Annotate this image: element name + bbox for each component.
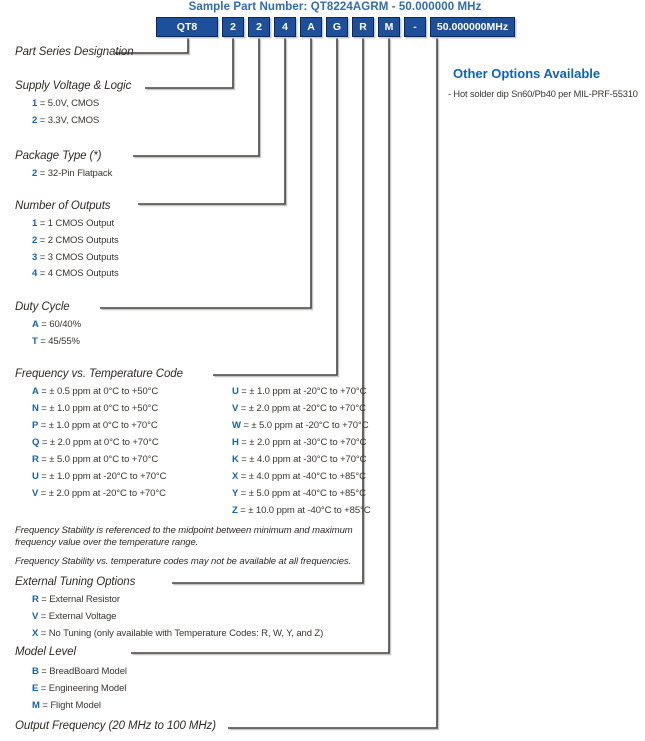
option-code: W — [232, 420, 241, 431]
option-row — [32, 628, 323, 639]
option-row — [32, 454, 158, 465]
part-box: 2 — [222, 17, 244, 37]
option-row — [32, 594, 120, 605]
option-row — [32, 115, 99, 126]
connector-line — [134, 39, 260, 157]
section-title: External Tuning Options — [15, 576, 136, 588]
option-code: H — [232, 437, 239, 448]
connector-line — [138, 38, 285, 204]
option-desc: = ± 2.0 ppm at 0°C to +70°C — [39, 437, 159, 448]
option-code: X — [32, 627, 39, 639]
option-desc: = BreadBoard Model — [38, 666, 127, 677]
connector-line — [173, 39, 364, 584]
option-desc: = 2 CMOS Outputs — [37, 234, 119, 246]
connector-line — [145, 38, 233, 88]
part-box: G — [326, 17, 348, 37]
option-desc: = ± 5.0 ppm at -20°C to +70°C — [240, 420, 369, 431]
option-desc: = ± 1.0 ppm at -20°C to +70°C — [38, 471, 167, 482]
option-code: P — [32, 420, 39, 431]
section — [15, 720, 216, 732]
option-code: M — [32, 699, 40, 711]
option-code: Q — [32, 437, 40, 448]
option-desc: = 1 CMOS Output — [37, 218, 114, 229]
option-row — [32, 666, 127, 677]
option-code: Y — [232, 488, 239, 499]
section — [15, 301, 81, 347]
option-row — [232, 386, 366, 397]
option-desc: = ± 5.0 ppm at 0°C to +70°C — [38, 454, 159, 465]
option-row — [32, 168, 112, 179]
option-code: B — [32, 666, 39, 677]
option-code: A — [32, 386, 39, 397]
option-row — [232, 403, 366, 414]
part-box: M — [378, 17, 400, 37]
other-options-title: Other Options Available — [453, 66, 601, 81]
option-code: T — [32, 335, 38, 347]
section — [15, 46, 134, 58]
option-row — [32, 488, 166, 499]
option-desc: = ± 2.0 ppm at -20°C to +70°C — [238, 403, 366, 414]
option-row — [32, 437, 159, 448]
option-desc: = 4 CMOS Outputs — [37, 268, 119, 280]
part-box: 4 — [274, 17, 296, 37]
connector-line — [139, 39, 286, 205]
section — [15, 646, 127, 711]
option-code: R — [32, 594, 39, 605]
connector-line — [229, 39, 438, 729]
option-code: 2 — [32, 168, 38, 179]
section — [15, 80, 132, 126]
option-desc: = 45/55% — [37, 335, 80, 347]
option-code: 1 — [32, 98, 38, 109]
option-row — [32, 336, 80, 347]
connector-line — [133, 38, 259, 156]
option-desc: = ± 0.5 ppm at 0°C to +50°C — [38, 386, 159, 397]
option-row — [232, 454, 366, 465]
option-code: Z — [232, 505, 238, 516]
section — [15, 368, 371, 516]
option-code: V — [232, 403, 239, 414]
part-box: 2 — [248, 17, 270, 37]
option-desc: = ± 1.0 ppm at 0°C to +70°C — [38, 420, 158, 431]
option-desc: = ± 1.0 ppm at 0°C to +50°C — [38, 403, 159, 414]
section-title: Duty Cycle — [15, 301, 70, 313]
part-box: 50.000000MHz — [430, 17, 515, 37]
option-code: 2 — [32, 234, 38, 246]
option-code: V — [32, 610, 39, 622]
option-row — [232, 505, 370, 516]
connector-line — [213, 38, 337, 375]
option-code: 2 — [32, 114, 38, 126]
option-row — [32, 700, 101, 711]
section — [15, 200, 119, 280]
option-desc: = ± 2.0 ppm at -20°C to +70°C — [38, 488, 166, 499]
part-box: R — [352, 17, 374, 37]
option-row — [32, 98, 99, 109]
option-code: N — [32, 403, 39, 414]
option-row — [232, 420, 368, 431]
note-text: Frequency Stability is referenced to the midpoint between minimum and maximum frequency value over the temperature range. — [15, 525, 353, 548]
option-row — [32, 386, 158, 397]
part-box: A — [300, 17, 322, 37]
part-box: QT8 — [156, 17, 218, 37]
option-desc: = 5.0V, CMOS — [37, 98, 100, 109]
option-code: A — [32, 319, 39, 330]
note-text: Frequency Stability vs. temperature codes may not be available at all frequencies. — [15, 556, 352, 567]
option-row — [232, 471, 366, 482]
option-desc: = ± 2.0 ppm at -30°C to +70°C — [238, 437, 367, 448]
option-desc: = 3 CMOS Outputs — [37, 251, 119, 263]
option-desc: = No Tuning (only available with Temperature Codes: R, W, Y, and Z) — [38, 627, 324, 639]
option-desc: = External Voltage — [38, 610, 117, 622]
option-row — [32, 683, 126, 694]
option-row — [32, 268, 119, 279]
option-desc: = ± 10.0 ppm at -40°C to +85°C — [237, 505, 371, 516]
option-row — [32, 319, 81, 330]
option-code: U — [32, 471, 39, 482]
option-code: 4 — [32, 268, 38, 280]
connector-line — [214, 39, 338, 376]
section-title: Supply Voltage & Logic — [15, 80, 132, 92]
option-desc: = Engineering Model — [38, 682, 127, 694]
option-code: K — [232, 454, 239, 465]
section-title: Output Frequency (20 MHz to 100 MHz) — [15, 720, 216, 732]
other-options-item: - Hot solder dip Sn60/Pb40 per MIL-PRF-55310 — [448, 89, 638, 99]
connector-line — [172, 38, 363, 583]
option-desc: = ± 4.0 ppm at -30°C to +70°C — [238, 454, 367, 465]
other-options-panel — [448, 66, 644, 99]
option-row — [32, 403, 158, 414]
section-title: Number of Outputs — [15, 200, 111, 212]
option-desc: = 60/40% — [38, 319, 81, 330]
option-desc: = ± 1.0 ppm at -20°C to +70°C — [238, 386, 367, 397]
part-box: - — [404, 17, 426, 37]
option-row — [32, 252, 119, 263]
option-code: 1 — [32, 218, 38, 229]
option-code: R — [32, 454, 39, 465]
option-desc: = External Resistor — [38, 594, 120, 605]
option-row — [32, 218, 114, 229]
option-code: U — [232, 386, 239, 397]
option-code: V — [32, 488, 39, 499]
option-desc: = ± 4.0 ppm at -40°C to +85°C — [238, 471, 366, 482]
section — [15, 150, 113, 179]
option-code: 3 — [32, 251, 38, 263]
option-desc: = ± 5.0 ppm at -40°C to +85°C — [238, 488, 366, 499]
option-row — [32, 420, 158, 431]
option-desc: = 3.3V, CMOS — [37, 114, 100, 126]
option-desc: = 32-Pin Flatpack — [37, 168, 113, 179]
option-row — [32, 611, 116, 622]
sample-part-number-title: Sample Part Number: QT8224AGRM - 50.000000 MHz — [188, 1, 482, 13]
option-row — [32, 471, 166, 482]
section-title: Frequency vs. Temperature Code — [15, 368, 183, 380]
connector-line — [228, 38, 437, 728]
option-code: E — [32, 682, 39, 694]
section-title: Part Series Designation — [15, 46, 134, 58]
section-title: Model Level — [15, 646, 76, 658]
section — [15, 576, 324, 639]
option-row — [232, 488, 366, 499]
connector-line — [146, 39, 234, 89]
option-desc: = Flight Model — [39, 699, 101, 711]
option-code: X — [232, 471, 239, 482]
connector-line — [100, 38, 311, 308]
option-row — [232, 437, 366, 448]
option-row — [32, 235, 119, 246]
section-title: Package Type (*) — [15, 150, 102, 162]
connector-line — [101, 39, 312, 309]
